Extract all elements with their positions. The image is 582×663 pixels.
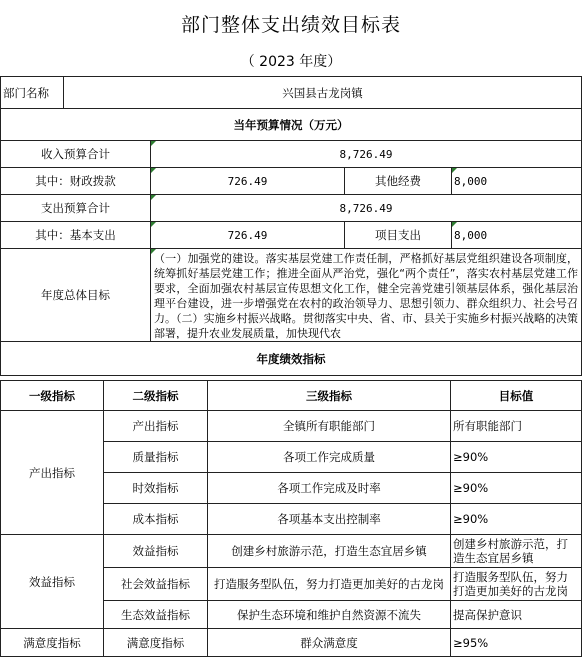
level2-cell[interactable]: 社会效益指标 <box>104 568 208 601</box>
basic-row <box>1 222 582 249</box>
header-level3: 三级指标 <box>208 381 451 411</box>
level3-cell[interactable]: 各项基本支出控制率 <box>208 504 451 535</box>
level1-satisfaction[interactable]: 满意度指标 <box>1 629 104 657</box>
level2-cell[interactable]: 时效指标 <box>104 473 208 504</box>
expense-total-label[interactable]: 支出预算合计 <box>1 195 151 222</box>
goal-label[interactable]: 年度总体目标 <box>1 249 151 342</box>
income-total-row <box>1 141 582 168</box>
level2-cell[interactable]: 满意度指标 <box>104 629 208 657</box>
level2-cell[interactable]: 产出指标 <box>104 411 208 442</box>
level3-cell[interactable]: 群众满意度 <box>208 629 451 657</box>
project-label[interactable]: 项目支出 <box>345 222 452 249</box>
goal-cell[interactable] <box>151 249 582 342</box>
goal-row <box>1 249 582 342</box>
level2-cell[interactable]: 质量指标 <box>104 442 208 473</box>
other-value[interactable]: 8,000 <box>452 168 582 195</box>
target-cell[interactable]: ≥90% <box>451 504 582 535</box>
goal-table <box>0 76 582 376</box>
level3-cell[interactable]: 创建乡村旅游示范，打造生态宜居乡镇 <box>208 535 451 568</box>
fiscal-value[interactable]: 726.49 <box>151 168 345 195</box>
level3-cell[interactable]: 保护生态环境和维护自然资源不流失 <box>208 601 451 629</box>
target-cell[interactable]: ≥90% <box>451 473 582 504</box>
dept-label[interactable]: 部门名称 <box>1 77 64 109</box>
table-row <box>1 411 582 442</box>
dept-row <box>1 77 582 109</box>
income-total-value[interactable]: 8,726.49 <box>151 141 582 168</box>
level1-benefit[interactable]: 效益指标 <box>1 535 104 629</box>
level2-cell[interactable]: 生态效益指标 <box>104 601 208 629</box>
perf-section-row <box>1 342 582 376</box>
fiscal-label[interactable]: 其中：财政拨款 <box>1 168 151 195</box>
target-cell[interactable]: 创建乡村旅游示范，打造生态宜居乡镇 <box>451 535 582 568</box>
target-cell[interactable]: 所有职能部门 <box>451 411 582 442</box>
sheet-title: 部门整体支出绩效目标表 <box>180 13 401 36</box>
table-row <box>1 535 582 568</box>
other-label[interactable]: 其他经费 <box>345 168 452 195</box>
expense-total-row <box>1 195 582 222</box>
expense-total-value[interactable]: 8,726.49 <box>151 195 582 222</box>
level3-cell[interactable]: 全镇所有职能部门 <box>208 411 451 442</box>
perf-header-row <box>1 381 582 411</box>
indicator-table <box>0 410 582 657</box>
target-cell[interactable]: 打造服务型队伍，努力打造更加美好的古龙岗 <box>451 568 582 601</box>
level2-cell[interactable]: 成本指标 <box>104 504 208 535</box>
level2-cell[interactable]: 效益指标 <box>104 535 208 568</box>
fiscal-row <box>1 168 582 195</box>
level3-cell[interactable]: 各项工作完成质量 <box>208 442 451 473</box>
target-cell[interactable]: ≥95% <box>451 629 582 657</box>
dept-value[interactable]: 兴国县古龙岗镇 <box>64 77 582 109</box>
header-level1: 一级指标 <box>1 381 104 411</box>
budget-section-row <box>1 109 582 141</box>
level3-cell[interactable]: 打造服务型队伍，努力打造更加美好的古龙岗 <box>208 568 451 601</box>
year-label: （ 2023 年度） <box>240 54 342 70</box>
budget-section-title: 当年预算情况（万元） <box>1 109 582 141</box>
income-total-label[interactable]: 收入预算合计 <box>1 141 151 168</box>
header-level2: 二级指标 <box>104 381 208 411</box>
target-cell[interactable]: ≥90% <box>451 442 582 473</box>
perf-section-title: 年度绩效指标 <box>1 342 582 376</box>
basic-value[interactable]: 726.49 <box>151 222 345 249</box>
level1-output[interactable]: 产出指标 <box>1 411 104 535</box>
header-target: 目标值 <box>451 381 582 411</box>
table-row <box>1 629 582 657</box>
target-cell[interactable]: 提高保护意识 <box>451 601 582 629</box>
project-value[interactable]: 8,000 <box>452 222 582 249</box>
goal-text: （一）加强党的建设。落实基层党建工作责任制，严格抓好基层党组织建设各项制度，统筹抓好基层党建工作；推进全面从严治党，强化“两个责任”，落实农村基层党建工作要求，全面加强农村基层宣传思想文化工作，健全完善党建引领基层体系，强化基层治理平台建设，进一步增强党在农村的政治领导力、思想引领力、群众组织力、社会号召力。（二）实施乡村振兴战略。贯彻落实中央、省、市、县关于实施乡村振兴战略的决策部署，提升农业发展质量，加快现代农 <box>154 252 579 339</box>
basic-label[interactable]: 其中：基本支出 <box>1 222 151 249</box>
indicator-header-table <box>0 380 582 411</box>
level3-cell[interactable]: 各项工作完成及时率 <box>208 473 451 504</box>
